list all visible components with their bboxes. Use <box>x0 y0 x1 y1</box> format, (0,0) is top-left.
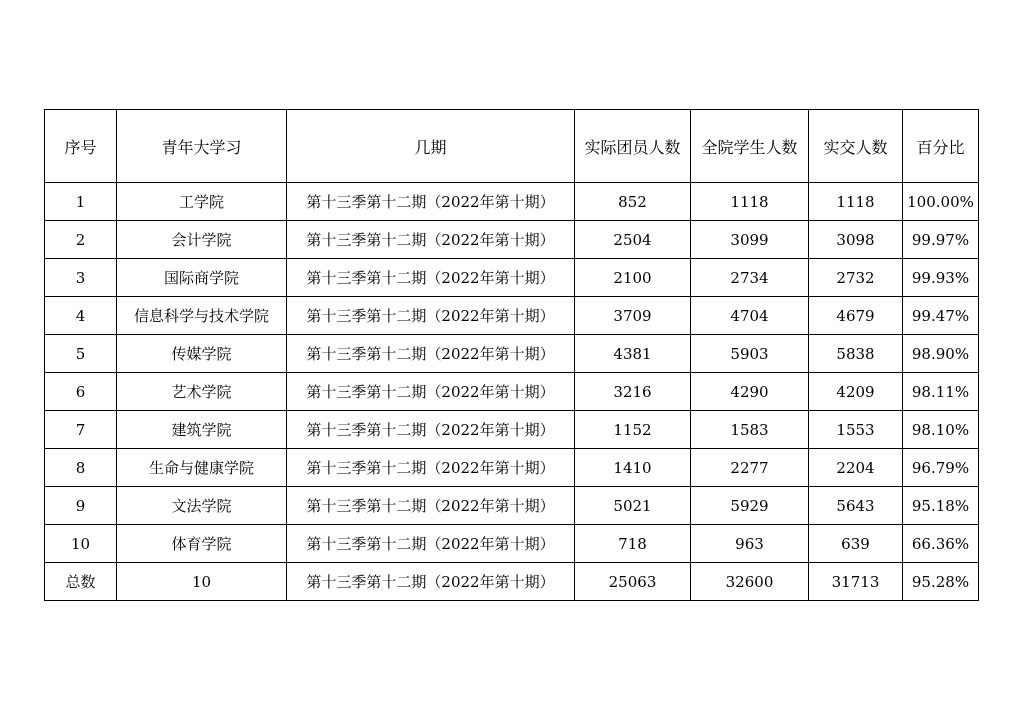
cell-college: 工学院 <box>117 183 287 221</box>
cell-period: 第十三季第十二期（2022年第十期） <box>287 563 575 601</box>
cell-college: 国际商学院 <box>117 259 287 297</box>
cell-students: 4704 <box>691 297 809 335</box>
cell-submitted: 4209 <box>809 373 903 411</box>
table-row <box>45 525 979 563</box>
cell-students: 32600 <box>691 563 809 601</box>
cell-students: 3099 <box>691 221 809 259</box>
cell-percentage: 99.47% <box>903 297 979 335</box>
cell-period: 第十三季第十二期（2022年第十期） <box>287 525 575 563</box>
table-row <box>45 449 979 487</box>
cell-index: 1 <box>45 183 117 221</box>
cell-submitted: 5643 <box>809 487 903 525</box>
header-students: 全院学生人数 <box>691 110 809 183</box>
cell-submitted: 5838 <box>809 335 903 373</box>
cell-percentage: 96.79% <box>903 449 979 487</box>
cell-index: 9 <box>45 487 117 525</box>
cell-college: 信息科学与技术学院 <box>117 297 287 335</box>
cell-period: 第十三季第十二期（2022年第十期） <box>287 183 575 221</box>
cell-students: 1583 <box>691 411 809 449</box>
cell-college: 生命与健康学院 <box>117 449 287 487</box>
cell-college: 文法学院 <box>117 487 287 525</box>
cell-members: 2504 <box>575 221 691 259</box>
data-table <box>44 109 979 601</box>
cell-percentage: 99.97% <box>903 221 979 259</box>
cell-index: 6 <box>45 373 117 411</box>
table-row <box>45 335 979 373</box>
table-row <box>45 221 979 259</box>
table-header-row <box>45 110 979 183</box>
cell-period: 第十三季第十二期（2022年第十期） <box>287 259 575 297</box>
cell-college: 传媒学院 <box>117 335 287 373</box>
cell-members: 4381 <box>575 335 691 373</box>
cell-students: 1118 <box>691 183 809 221</box>
cell-members: 1410 <box>575 449 691 487</box>
cell-members: 852 <box>575 183 691 221</box>
cell-index: 总数 <box>45 563 117 601</box>
cell-submitted: 3098 <box>809 221 903 259</box>
cell-students: 2734 <box>691 259 809 297</box>
cell-percentage: 98.11% <box>903 373 979 411</box>
cell-submitted: 1553 <box>809 411 903 449</box>
table-row <box>45 411 979 449</box>
cell-members: 3709 <box>575 297 691 335</box>
cell-period: 第十三季第十二期（2022年第十期） <box>287 373 575 411</box>
cell-percentage: 95.18% <box>903 487 979 525</box>
cell-period: 第十三季第十二期（2022年第十期） <box>287 221 575 259</box>
cell-percentage: 98.90% <box>903 335 979 373</box>
cell-members: 3216 <box>575 373 691 411</box>
table-row <box>45 183 979 221</box>
cell-period: 第十三季第十二期（2022年第十期） <box>287 411 575 449</box>
cell-members: 1152 <box>575 411 691 449</box>
cell-submitted: 639 <box>809 525 903 563</box>
cell-percentage: 99.93% <box>903 259 979 297</box>
cell-percentage: 95.28% <box>903 563 979 601</box>
cell-percentage: 66.36% <box>903 525 979 563</box>
cell-submitted: 4679 <box>809 297 903 335</box>
cell-submitted: 2204 <box>809 449 903 487</box>
cell-period: 第十三季第十二期（2022年第十期） <box>287 297 575 335</box>
cell-index: 5 <box>45 335 117 373</box>
cell-members: 2100 <box>575 259 691 297</box>
cell-submitted: 31713 <box>809 563 903 601</box>
cell-submitted: 1118 <box>809 183 903 221</box>
header-percentage: 百分比 <box>903 110 979 183</box>
cell-percentage: 98.10% <box>903 411 979 449</box>
cell-index: 10 <box>45 525 117 563</box>
cell-index: 8 <box>45 449 117 487</box>
cell-index: 2 <box>45 221 117 259</box>
cell-submitted: 2732 <box>809 259 903 297</box>
cell-members: 25063 <box>575 563 691 601</box>
cell-percentage: 100.00% <box>903 183 979 221</box>
cell-index: 7 <box>45 411 117 449</box>
table-row <box>45 297 979 335</box>
cell-students: 963 <box>691 525 809 563</box>
cell-students: 2277 <box>691 449 809 487</box>
cell-students: 4290 <box>691 373 809 411</box>
cell-index: 4 <box>45 297 117 335</box>
cell-period: 第十三季第十二期（2022年第十期） <box>287 487 575 525</box>
table-row <box>45 373 979 411</box>
cell-period: 第十三季第十二期（2022年第十期） <box>287 335 575 373</box>
cell-period: 第十三季第十二期（2022年第十期） <box>287 449 575 487</box>
cell-college: 10 <box>117 563 287 601</box>
cell-students: 5929 <box>691 487 809 525</box>
header-submitted: 实交人数 <box>809 110 903 183</box>
cell-students: 5903 <box>691 335 809 373</box>
cell-college: 艺术学院 <box>117 373 287 411</box>
header-index: 序号 <box>45 110 117 183</box>
cell-index: 3 <box>45 259 117 297</box>
header-college: 青年大学习 <box>117 110 287 183</box>
table-row <box>45 259 979 297</box>
cell-college: 会计学院 <box>117 221 287 259</box>
table-row <box>45 487 979 525</box>
cell-college: 体育学院 <box>117 525 287 563</box>
cell-members: 718 <box>575 525 691 563</box>
cell-college: 建筑学院 <box>117 411 287 449</box>
header-period: 几期 <box>287 110 575 183</box>
cell-members: 5021 <box>575 487 691 525</box>
table-total-row <box>45 563 979 601</box>
header-members: 实际团员人数 <box>575 110 691 183</box>
